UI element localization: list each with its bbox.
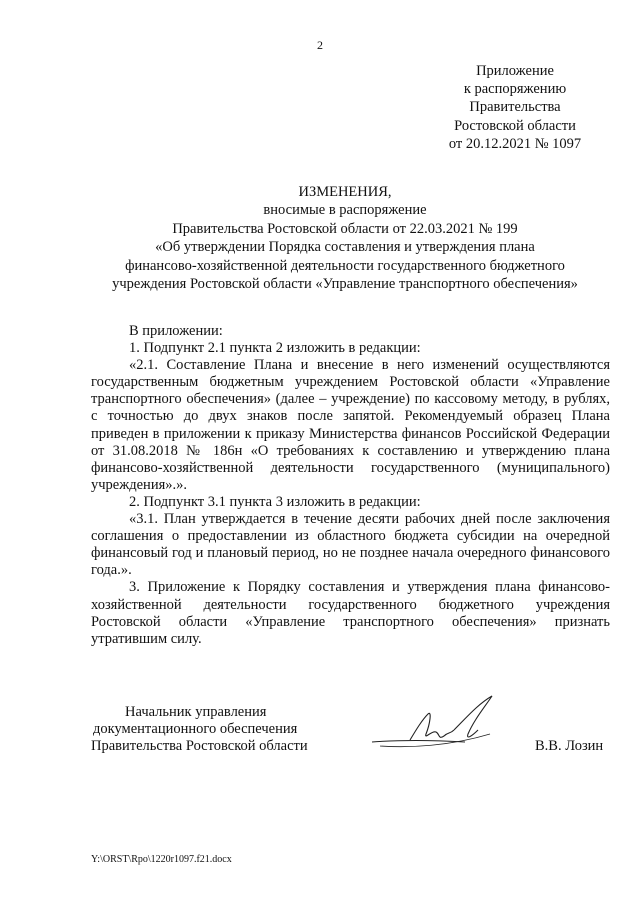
handwritten-signature [370,690,510,760]
title-line: «Об утверждении Порядка составления и утверждения плана [155,239,535,256]
appendix-line: Приложение [476,63,554,79]
signatory-name: В.В. Лозин [535,738,604,754]
item1-text: «2.1. Составление Плана и внесение в него изменений осуществляются государственным бюджетным учреждением Ростовской области «Управление транспортного обеспечения» (далее – учреждение) по кассовому методу, в рублях, с точностью до двух знаков после запятой. Рекомендуемый образец Плана приведен в приложении к приказу Министерства финансов Российской Федерации от 31.08.2018 № 186н «О требованиях к составлению и утверждению плана финансово-хозяйственной деятельности государственного (муниципального) учреждения».». [91,357,610,493]
item2-heading: 2. Подпункт 3.1 пункта 3 изложить в редакции: [129,493,421,510]
item2-text: «3.1. План утверждается в течение десяти рабочих дней после заключения соглашения о предоставлении из областного бюджета субсидии на очередной финансовый год и плановый период, но не позднее начала очередного финансового года.». [91,511,610,579]
item1-heading: 1. Подпункт 2.1 пункта 2 изложить в редакции: [129,340,421,357]
position-line: документационного обеспечения [93,721,298,738]
document-title [80,183,610,293]
file-path: Y:\ORST\Rpo\1220r1097.f21.docx [91,854,232,865]
appendix-line: от 20.12.2021 № 1097 [448,135,582,152]
signatory-position [91,704,331,755]
position-line: Начальник управления [125,704,267,720]
body-intro: В приложении: [129,323,223,339]
page-number: 2 [317,38,323,52]
item3-text: 3. Приложение к Порядку составления и утверждения плана финансово-хозяйственной деятельности государственного бюджетного учреждения Ростовской области «Управление транспортного обеспечения» признать утратившим силу. [91,579,610,647]
appendix-line: Правительства [469,99,561,116]
title-heading: ИЗМЕНЕНИЯ, [298,184,392,200]
appendix-line: Ростовской области [454,117,576,134]
title-line: вносимые в распоряжение [263,202,427,219]
appendix-block [440,62,590,153]
title-line: учреждения Ростовской области «Управление транспортного обеспечения» [112,276,578,293]
title-line: Правительства Ростовской области от 22.03.2021 № 199 [172,220,518,237]
title-line: финансово-хозяйственной деятельности государственного бюджетного [125,257,565,274]
position-line: Правительства Ростовской области [91,738,308,755]
document-body [91,323,610,648]
appendix-line: к распоряжению [463,81,567,98]
